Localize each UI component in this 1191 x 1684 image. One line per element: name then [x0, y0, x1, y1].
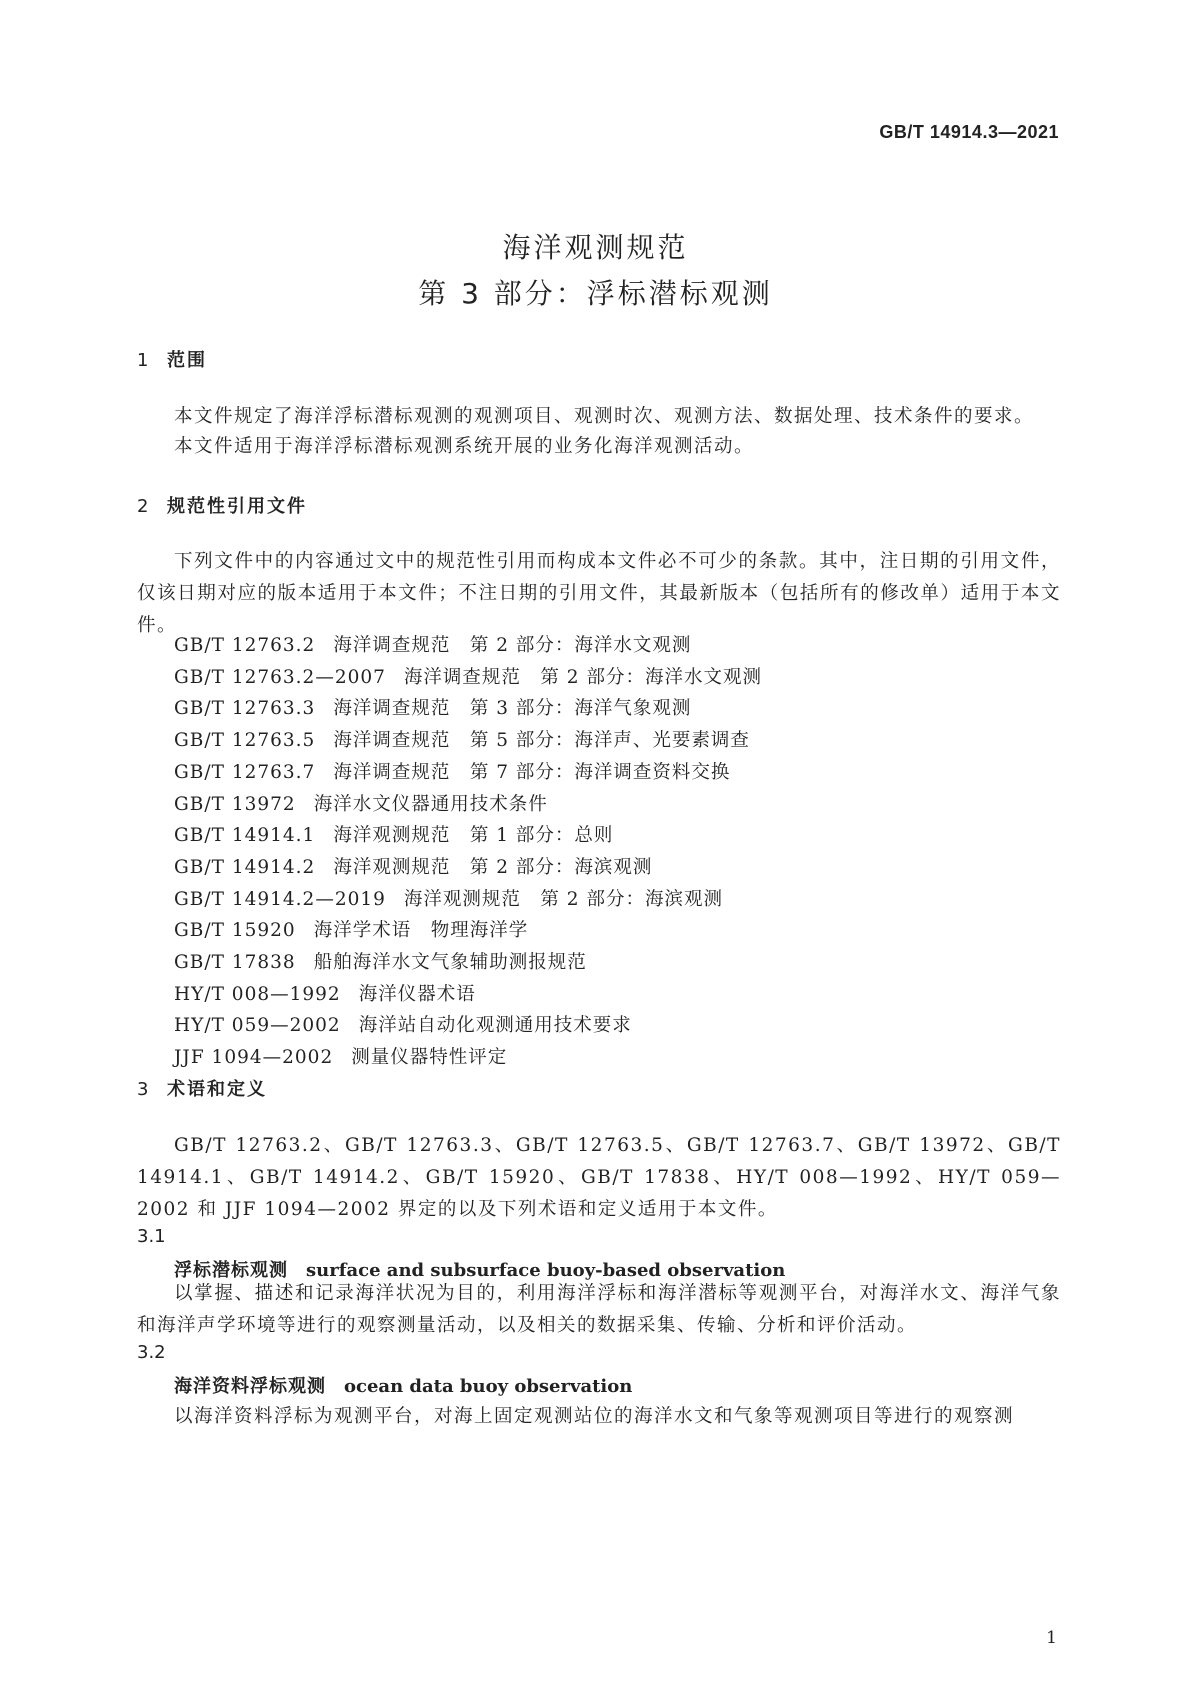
reference-title: 船舶海洋水文气象辅助测报规范 [313, 952, 587, 974]
term-number: 3.1 [137, 1226, 166, 1247]
reference-item [174, 852, 762, 884]
section-number: 1 [137, 350, 151, 371]
section-title: 范围 [167, 350, 207, 371]
normative-references-list [174, 630, 762, 1074]
term-chinese: 海洋资料浮标观测 [174, 1376, 326, 1397]
reference-code: GB/T 14914.1 [174, 825, 316, 847]
reference-code: JJF 1094—2002 [174, 1047, 334, 1069]
section-2-heading [137, 492, 307, 518]
section-3-intro: GB/T 12763.2、GB/T 12763.3、GB/T 12763.5、GB/T 12763.7、GB/T 13972、GB/T 14914.1、GB/T 14914.2、GB/T 15920、GB/T 17838、HY/T 008—1992、HY/T 059—2002 和 JJF 1094—2002 界定的以及下列术语和定义适用于本文件。 [137, 1135, 1061, 1220]
reference-code: GB/T 14914.2—2019 [174, 888, 386, 910]
section-1-paragraph: 本文件规定了海洋浮标潜标观测的观测项目、观测时次、观测方法、数据处理、技术条件的要求。 [174, 406, 1035, 427]
reference-title: 海洋站自动化观测通用技术要求 [358, 1015, 632, 1037]
reference-item [174, 884, 762, 916]
term-english: surface and subsurface buoy-based observation [306, 1260, 786, 1281]
reference-title: 海洋调查规范 第 2 部分：海洋水文观测 [333, 635, 692, 656]
term-heading [174, 1372, 632, 1398]
section-1-heading [137, 346, 207, 372]
reference-title: 海洋观测规范 第 2 部分：海滨观测 [333, 856, 653, 878]
term-definition: 以掌握、描述和记录海洋状况为目的，利用海洋浮标和海洋潜标等观测平台，对海洋水文、海洋气象和海洋声学环境等进行的观察测量活动，以及相关的数据采集、传输、分析和评价活动。 [137, 1283, 1061, 1336]
reference-item [174, 1010, 762, 1042]
reference-title: 海洋调查规范 第 5 部分：海洋声、光要素调查 [333, 730, 750, 752]
reference-item [174, 662, 762, 694]
reference-item [174, 979, 762, 1011]
reference-title: 海洋水文仪器通用技术条件 [313, 793, 548, 815]
section-1-paragraph: 本文件适用于海洋浮标潜标观测系统开展的业务化海洋观测活动。 [174, 436, 755, 457]
reference-code: GB/T 12763.7 [174, 761, 316, 783]
reference-code: GB/T 14914.2 [174, 856, 316, 878]
reference-item [174, 947, 762, 979]
reference-title: 海洋观测规范 第 2 部分：海滨观测 [403, 888, 723, 910]
reference-item [174, 725, 762, 757]
document-code: GB/T 14914.3—2021 [879, 122, 1059, 142]
reference-title: 海洋学术语 物理海洋学 [313, 920, 529, 942]
section-title: 规范性引用文件 [167, 496, 307, 517]
reference-item [174, 789, 762, 821]
reference-code: GB/T 13972 [174, 793, 296, 815]
section-title: 术语和定义 [167, 1079, 267, 1100]
section-3-heading [137, 1075, 267, 1101]
reference-code: GB/T 12763.3 [174, 698, 316, 720]
reference-title: 海洋调查规范 第 2 部分：海洋水文观测 [403, 666, 762, 688]
reference-title: 海洋观测规范 第 1 部分：总则 [333, 825, 614, 847]
reference-item [174, 1042, 762, 1074]
document-subtitle: 第 3 部分：浮标潜标观测 [418, 277, 773, 310]
page-number: 1 [1046, 1628, 1057, 1648]
term-definition: 以海洋资料浮标为观测平台，对海上固定观测站位的海洋水文和气象等观测项目等进行的观察测 [174, 1406, 1015, 1427]
reference-title: 海洋调查规范 第 7 部分：海洋调查资料交换 [333, 761, 731, 783]
reference-code: GB/T 12763.2—2007 [174, 666, 386, 688]
reference-item [174, 693, 762, 725]
reference-code: HY/T 008—1992 [174, 983, 341, 1005]
term-number: 3.2 [137, 1342, 166, 1363]
section-2-intro: 下列文件中的内容通过文中的规范性引用而构成本文件必不可少的条款。其中，注日期的引用文件，仅该日期对应的版本适用于本文件；不注日期的引用文件，其最新版本（包括所有的修改单）适用于本文件。 [137, 551, 1061, 636]
reference-code: GB/T 12763.2 [174, 635, 316, 656]
reference-item [174, 757, 762, 789]
reference-item [174, 820, 762, 852]
section-number: 3 [137, 1079, 151, 1100]
reference-code: GB/T 17838 [174, 952, 296, 974]
reference-title: 海洋调查规范 第 3 部分：海洋气象观测 [333, 698, 692, 720]
document-title: 海洋观测规范 [502, 231, 689, 264]
term-chinese: 浮标潜标观测 [174, 1260, 288, 1281]
reference-item [174, 915, 762, 947]
reference-code: GB/T 15920 [174, 920, 296, 942]
reference-title: 海洋仪器术语 [358, 983, 476, 1005]
term-english: ocean data buoy observation [344, 1376, 633, 1397]
reference-code: HY/T 059—2002 [174, 1015, 341, 1037]
reference-title: 测量仪器特性评定 [351, 1047, 508, 1069]
section-number: 2 [137, 496, 151, 517]
reference-code: GB/T 12763.5 [174, 730, 316, 752]
reference-item [174, 630, 762, 662]
